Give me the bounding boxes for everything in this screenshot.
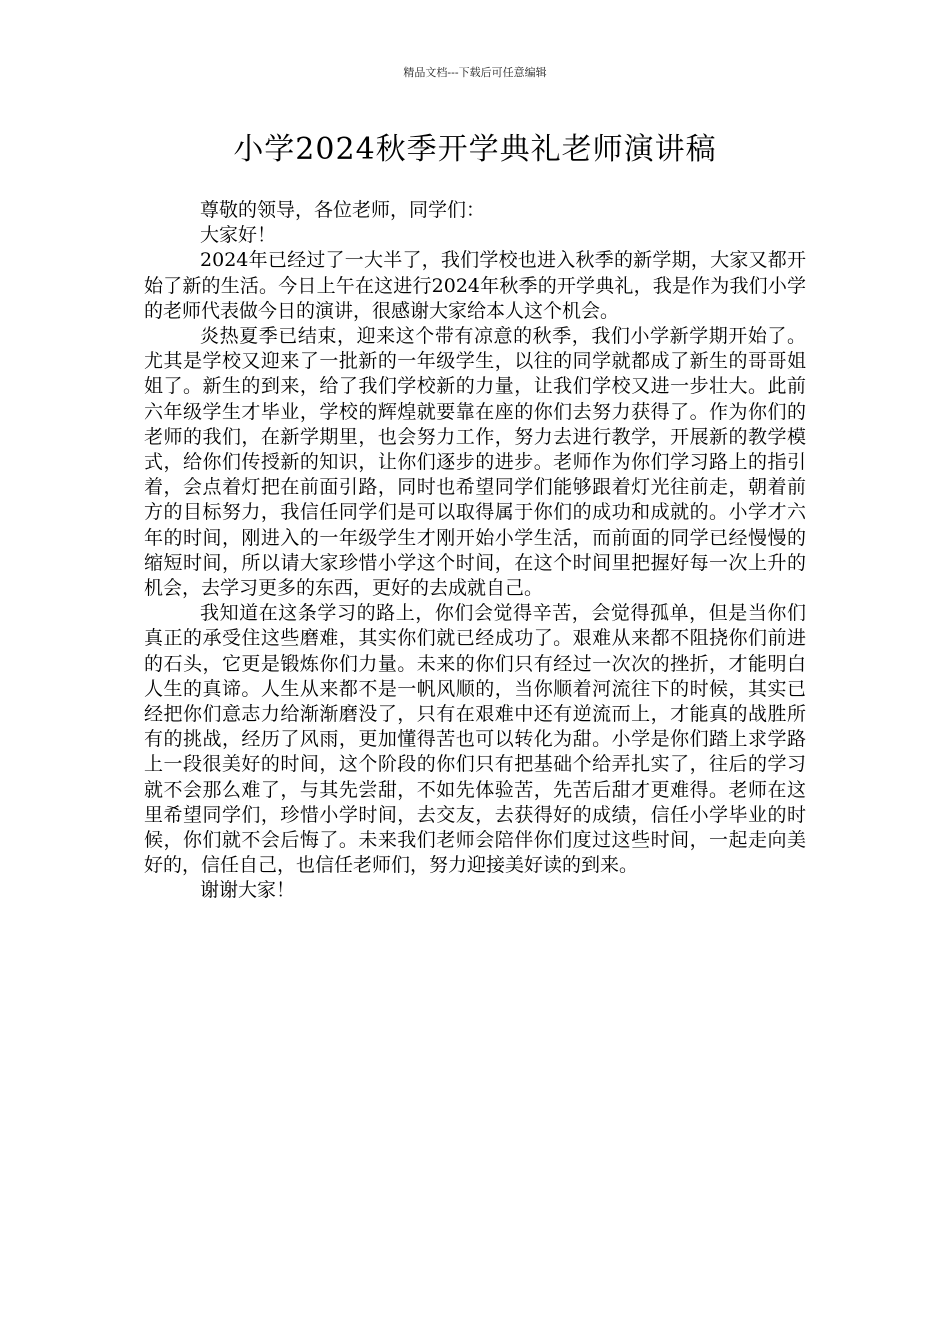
greeting: 大家好！ bbox=[200, 224, 277, 247]
paragraph-intro: 2024年已经过了一大半了，我们学校也进入秋季的新学期，大家又都开始了新的生活。今日上午在这进行2024年秋季的开学典礼，我是作为我们小学的老师代表做今日的演讲，很感谢大家给本人这个机会。 bbox=[144, 249, 806, 322]
header-note: 精品文档---下载后可任意编辑 bbox=[403, 66, 547, 79]
closing: 谢谢大家！ bbox=[200, 879, 296, 902]
paragraph-new-term: 炎热夏季已结束，迎来这个带有凉意的秋季，我们小学新学期开始了。尤其是学校又迎来了一批新的一年级学生，以往的同学就都成了新生的哥哥姐姐了。新生的到来，给了我们学校新的力量，让我们学校又进一步壮大。此前六年级学生才毕业，学校的辉煌就要靠在座的你们去努力获得了。作为你们的老师的我们，在新学期里，也会努力工作，努力去进行教学，开展新的教学模式，给你们传授新的知识，让你们逐步的进步。老师作为你们学习路上的指引着，会点着灯把在前面引路，同时也希望同学们能够跟着灯光往前走，朝着前方的目标努力，我信任同学们是可以取得属于你们的成功和成就的。小学才六年的时间，刚进入的一年级学生才刚开始小学生活，而前面的同学已经慢慢的缩短时间，所以请大家珍惜小学这个时间，在这个时间里把握好每一次上升的机会，去学习更多的东西，更好的去成就自己。 bbox=[144, 325, 806, 600]
document-body bbox=[144, 198, 806, 904]
paragraph-hardship: 我知道在这条学习的路上，你们会觉得辛苦，会觉得孤单，但是当你们真正的承受住这些磨难，其实你们就已经成功了。艰难从来都不阻挠你们前进的石头，它更是锻炼你们力量。未来的你们只有经过一次次的挫折，才能明白人生的真谛。人生从来都不是一帆风顺的，当你顺着河流往下的时候，其实已经把你们意志力给渐渐磨没了，只有在艰难中还有逆流而上，才能真的战胜所有的挑战，经历了风雨，更加懂得苦也可以转化为甜。小学是你们踏上求学路上一段很美好的时间，这个阶段的你们只有把基础个给弄扎实了，往后的学习就不会那么难了，与其先尝甜，不如先体验苦，先苦后甜才更难得。老师在这里希望同学们，珍惜小学时间，去交友，去获得好的成绩，信任小学毕业的时候，你们就不会后悔了。未来我们老师会陪伴你们度过这些时间，一起走向美好的，信任自己，也信任老师们，努力迎接美好读的到来。 bbox=[144, 602, 806, 877]
document-title: 小学2024秋季开学典礼老师演讲稿 bbox=[233, 132, 717, 167]
salutation: 尊敬的领导，各位老师，同学们： bbox=[200, 199, 486, 221]
